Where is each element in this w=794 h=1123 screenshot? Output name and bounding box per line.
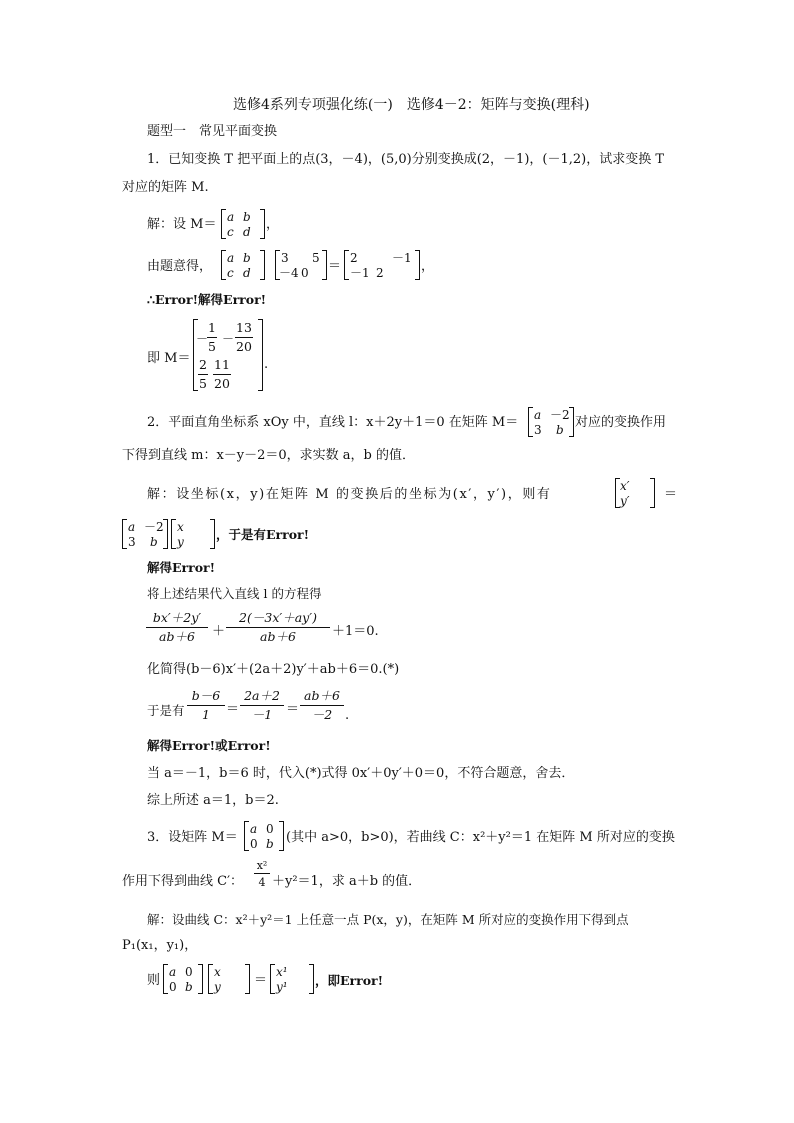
matrix-cell: a (227, 251, 235, 265)
bracket-left (270, 964, 275, 994)
p2-fraction-2 (226, 612, 330, 643)
p1-period: . (264, 357, 269, 372)
p1-given-prefix: 由题意得， (147, 259, 213, 274)
bracket-right (650, 478, 655, 508)
matrix-cell: a (534, 408, 542, 422)
p2-question-line1: 2．平面直角坐标系 xOy 中，直线 l：x＋2y＋1＝0 在矩阵 M＝ (147, 415, 519, 430)
bracket-right (415, 250, 420, 280)
denominator: 20 (236, 338, 252, 354)
minus-sign: － (222, 332, 235, 346)
p2-equals-2: ＝ (286, 702, 300, 717)
denominator: 1 (202, 706, 210, 722)
matrix-cell: 0 (169, 980, 177, 994)
bracket-right (258, 319, 263, 391)
denominator: －2 (311, 706, 333, 722)
fraction (235, 322, 253, 353)
p2-solve-line: 解得Error! (147, 560, 216, 575)
matrix-cell: c (227, 266, 234, 280)
vector-cell: x (177, 520, 184, 534)
p1-comma: ， (266, 217, 280, 232)
p3-question-line1-tail: (其中 a>0，b>0)，若曲线 C：x²＋y²＝1 在矩阵 M 所对应的变换 (286, 830, 675, 845)
bracket-left (208, 964, 213, 994)
matrix-cell: b (556, 423, 564, 437)
p2-question-line1-tail: 对应的变换作用 (575, 415, 667, 430)
bracket-left (171, 519, 176, 549)
matrix-cell: a (250, 822, 258, 836)
numerator: 2 (198, 359, 208, 375)
matrix-cell: 2 (350, 251, 358, 265)
bracket-right (260, 209, 265, 239)
p3-then-tail: ，即Error! (315, 973, 384, 988)
section-heading: 题型一 常见平面变换 (147, 124, 278, 139)
p2-fraction-1 (146, 612, 208, 643)
bracket-left (122, 519, 127, 549)
numerator: 13 (235, 322, 253, 338)
p3-equals: ＝ (254, 973, 268, 988)
p2-equals: ＝ (664, 487, 678, 502)
matrix-cell: b (243, 251, 251, 265)
denominator: 20 (214, 375, 230, 391)
denominator: ab＋6 (260, 628, 296, 644)
p2-solution-line2-tail: ，于是有Error! (216, 527, 310, 542)
bracket-right (322, 250, 327, 280)
vector-cell: y (177, 535, 184, 549)
p1-answer-prefix: 即 M＝ (147, 351, 191, 366)
matrix-cell: 0 (185, 965, 193, 979)
numerator: 2a＋2 (240, 690, 284, 706)
matrix-cell: 2 (376, 266, 384, 280)
bracket-left (344, 250, 349, 280)
bracket-left (528, 407, 533, 437)
p2-period: . (345, 708, 350, 723)
p2-question-line2: 下得到直线 m：x－y－2＝0，求实数 a，b 的值． (122, 448, 416, 463)
p2-matrix-m (122, 519, 168, 549)
p1-matrix-m (221, 209, 265, 239)
numerator: 11 (213, 359, 231, 375)
p1-answer-matrix (193, 319, 263, 391)
p2-conclusion: 综上所述 a＝1，b＝2. (147, 793, 279, 808)
matrix-cell: 0 (301, 266, 309, 280)
p3-question-line2-prefix: 作用下得到曲线 C′： (122, 874, 244, 889)
bracket-right (163, 519, 168, 549)
denominator: 4 (258, 876, 266, 889)
p3-question-line2-tail: ＋y²＝1，求 a＋b 的值． (272, 874, 422, 889)
matrix-cell: d (243, 225, 251, 239)
p1-matrix-m-repeat (221, 250, 265, 280)
matrix-cell: a (169, 965, 177, 979)
p3-question-prefix: 3．设矩阵 M＝ (147, 830, 238, 845)
p1-matrix-images (344, 250, 420, 280)
bracket-right (245, 964, 250, 994)
matrix-cell: a (227, 210, 235, 224)
bracket-right (260, 250, 265, 280)
matrix-cell: b (150, 535, 158, 549)
p3-solution-line2: P₁(x₁，y₁)， (122, 938, 198, 953)
p2-vector-prime (615, 478, 655, 508)
bracket-right (569, 407, 574, 437)
matrix-cell: a (128, 520, 136, 534)
vector-cell: x (214, 965, 221, 979)
p2-equals-1: ＝ (226, 702, 240, 717)
p2-ratio-prefix: 于是有 (147, 703, 185, 718)
vector-cell: y′ (620, 494, 630, 508)
p2-ratio-1 (187, 690, 225, 721)
p3-matrix-m (163, 964, 203, 994)
p1-matrix-points (275, 250, 327, 280)
numerator: bx′＋2y′ (146, 612, 208, 628)
denominator: －1 (251, 706, 273, 722)
matrix-cell: 3 (281, 251, 289, 265)
denominator: 5 (208, 338, 216, 354)
numerator: 2(－3x′＋ay′) (226, 612, 330, 628)
vector-cell: y (214, 980, 221, 994)
p2-solve-line-2: 解得Error!或Error! (147, 738, 271, 753)
p1-solution-prefix: 解：设 M＝ (147, 217, 217, 232)
vector-cell: x¹ (276, 965, 288, 979)
p2-substitute-line: 将上述结果代入直线 l 的方程得 (147, 586, 322, 601)
p2-ratio-3 (300, 690, 344, 721)
p1-equals: ＝ (328, 259, 342, 274)
bracket-right (198, 964, 203, 994)
p1-comma-2: ， (421, 259, 435, 274)
fraction (213, 359, 231, 390)
bracket-right (279, 821, 284, 851)
bracket-right (309, 964, 314, 994)
p2-simplify-line: 化简得(b－6)x′＋(2a＋2)y′＋ab＋6＝0.(*) (147, 662, 400, 677)
numerator: x² (254, 860, 270, 874)
p2-plus: ＋ (212, 624, 226, 639)
p1-error-line: ∴Error!解得Error! (147, 292, 267, 307)
p2-vector-xy (171, 519, 215, 549)
denominator: 5 (199, 375, 207, 391)
matrix-cell: b (185, 980, 193, 994)
bracket-left (244, 821, 249, 851)
p3-vector-xy (208, 964, 250, 994)
p2-ratio-2 (240, 690, 284, 721)
matrix-cell: －1 (350, 266, 370, 280)
p3-question-fraction (254, 860, 270, 888)
p2-question-matrix (528, 407, 574, 437)
p2-fraction-tail: ＋1＝0. (332, 624, 379, 639)
bracket-left (221, 250, 226, 280)
matrix-cell: －4 (279, 266, 299, 280)
matrix-cell: c (227, 225, 234, 239)
p3-then-prefix: 则 (147, 973, 161, 988)
matrix-cell: 5 (312, 251, 320, 265)
page-title: 选修4系列专项强化练(一) 选修4－2：矩阵与变换(理科) (233, 97, 590, 113)
matrix-cell: 0 (266, 822, 274, 836)
vector-cell: x′ (620, 479, 630, 493)
matrix-cell: 3 (128, 535, 136, 549)
matrix-cell: 3 (534, 423, 542, 437)
fraction (198, 359, 208, 390)
bracket-right (210, 519, 215, 549)
p3-solution-line1: 解：设曲线 C：x²＋y²＝1 上任意一点 P(x，y)，在矩阵 M 所对应的变换作用下得到点 (147, 912, 629, 927)
fraction (207, 322, 217, 353)
matrix-cell: b (266, 837, 274, 851)
matrix-cell: d (243, 266, 251, 280)
matrix-cell: b (243, 210, 251, 224)
p2-solution-line1: 解：设坐标(x，y)在矩阵 M 的变换后的坐标为(x′，y′)，则有 (147, 487, 552, 502)
numerator: 1 (207, 322, 217, 338)
matrix-cell: －2 (550, 408, 570, 422)
matrix-cell: 0 (250, 837, 258, 851)
numerator: ab＋6 (300, 690, 344, 706)
bracket-left (221, 209, 226, 239)
bracket-left (163, 964, 168, 994)
p2-case-line: 当 a＝－1，b＝6 时，代入(*)式得 0x′＋0y′＋0＝0，不符合题意，舍去． (147, 766, 575, 781)
p3-question-matrix (244, 821, 284, 851)
matrix-cell: －1 (392, 251, 412, 265)
minus-sign: － (196, 332, 209, 346)
p1-question-line1: 1．已知变换 T 把平面上的点(3，－4)，(5,0)分别变换成(2，－1)，(－1,2)，试求变换 T (147, 152, 665, 167)
p1-question-line2: 对应的矩阵 M. (122, 180, 209, 195)
matrix-cell: －2 (144, 520, 164, 534)
numerator: b－6 (187, 690, 225, 706)
vector-cell: y¹ (276, 980, 288, 994)
p3-vector-x1y1 (270, 964, 314, 994)
denominator: ab＋6 (159, 628, 195, 644)
